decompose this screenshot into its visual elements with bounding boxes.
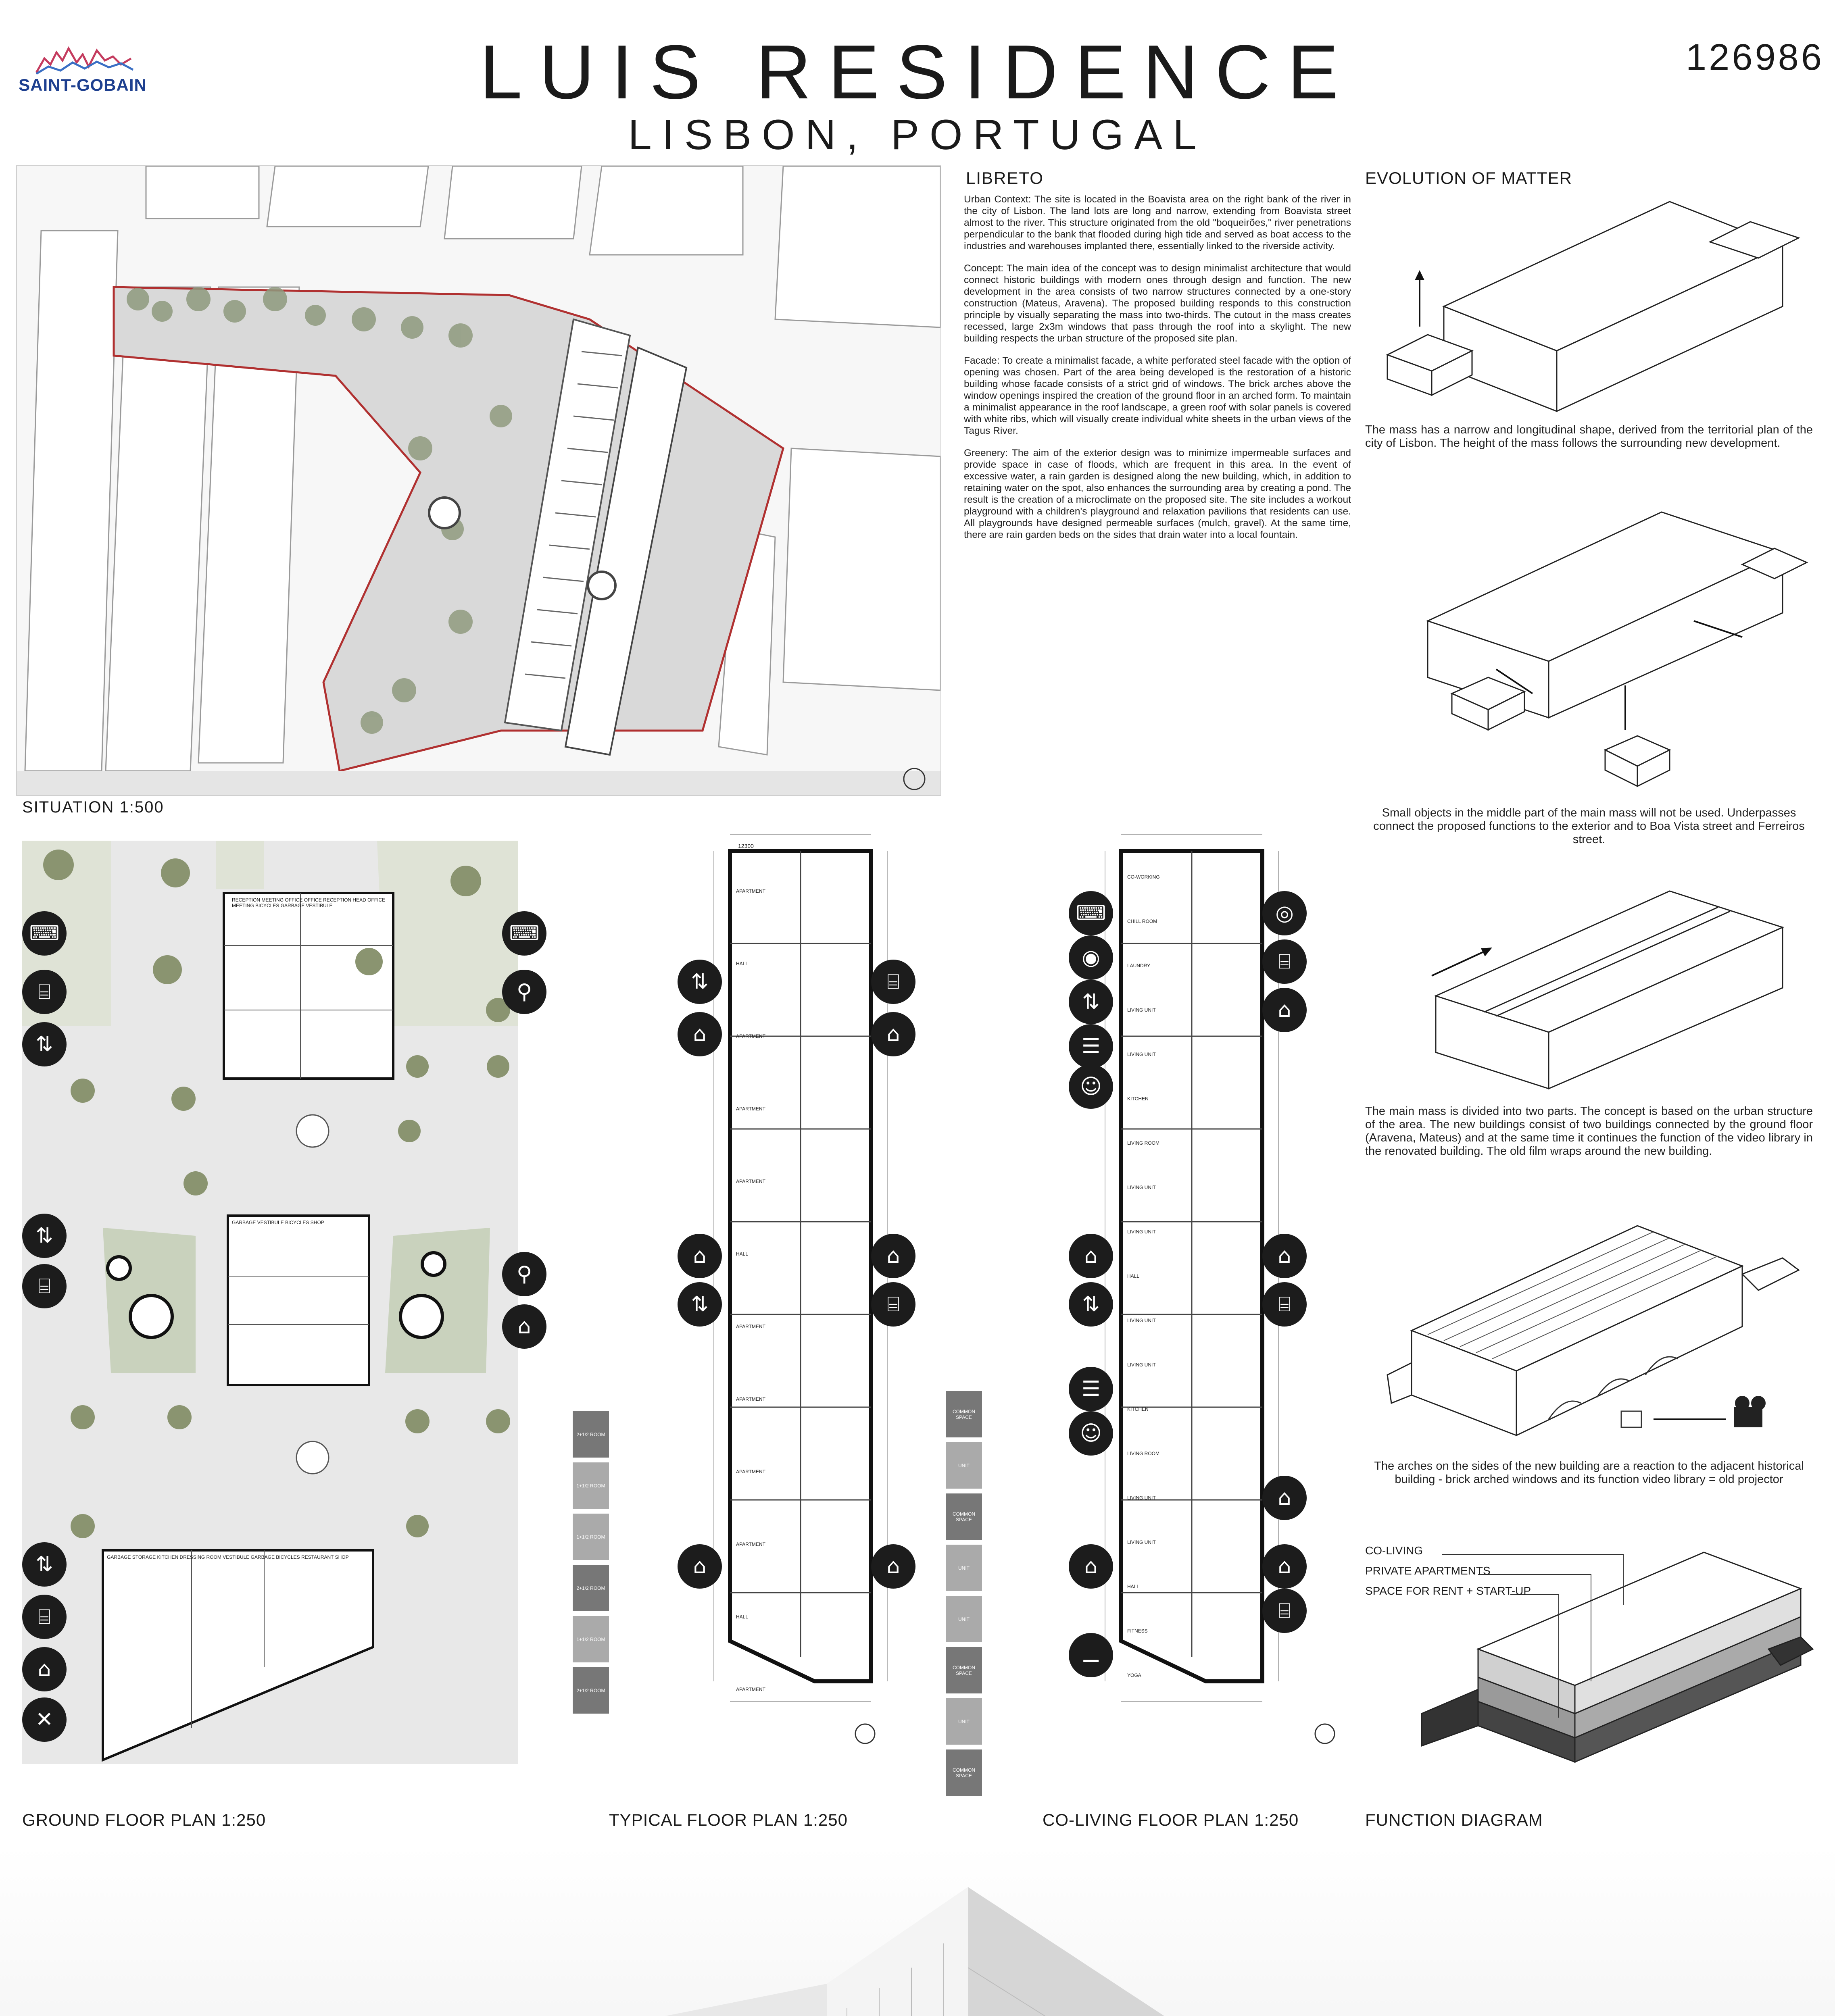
legend-cell: 2+1/2 ROOM [573, 1565, 609, 1611]
room-label: BICYCLES [285, 1220, 309, 1225]
gamepad-icon: ◎ [1262, 891, 1307, 935]
situation-caption: SITUATION 1:500 [22, 798, 164, 816]
room-label: RECEPTION [232, 897, 261, 903]
community-icon: ☺ [1069, 1064, 1113, 1109]
room-label: HALL [736, 1614, 749, 1620]
room-label: APARTMENT [736, 1469, 765, 1475]
evolution-text-1: The mass has a narrow and longitudinal shape, derived from the territorial plan of the city of Lisbon. The height of the mass follows the surrounding new development. [1365, 423, 1813, 450]
room-label: APARTMENT [736, 1033, 765, 1039]
room-label: LIVING UNIT [1127, 1185, 1156, 1190]
coliving-floor-caption: CO-LIVING FLOOR PLAN 1:250 [1043, 1810, 1299, 1829]
apartment-icon: ⌂ [871, 1234, 915, 1278]
stairs-icon: ⌸ [1262, 939, 1307, 984]
stairs-icon: ⌸ [871, 1282, 915, 1327]
elevator-icon: ⇅ [22, 1022, 67, 1066]
fitness-icon: ⚊ [1069, 1633, 1113, 1677]
coworking-icon: ⌨ [22, 911, 67, 956]
typical-floor-caption: TYPICAL FLOOR PLAN 1:250 [609, 1810, 848, 1829]
room-label: CO-WORKING [1127, 874, 1160, 880]
coliving-floor-plan [1036, 810, 1339, 1758]
room-label: FITNESS [1127, 1628, 1148, 1634]
room-label: VESTIBULE [306, 903, 333, 908]
room-label: APARTMENT [736, 1324, 765, 1329]
room-label: GARBAGE [280, 903, 305, 908]
kitchen-icon: ☰ [1069, 1024, 1113, 1068]
room-label: MEETING [261, 897, 284, 903]
elevator-icon: ⇅ [22, 1542, 67, 1587]
elevator-icon: ⇅ [1069, 980, 1113, 1024]
room-label: OFFICE [285, 897, 303, 903]
room-label: HALL [1127, 1273, 1140, 1279]
apartment-icon: ⌂ [871, 1544, 915, 1589]
room-label: KITCHEN [1127, 1406, 1149, 1412]
stairs-icon: ⌸ [22, 1595, 67, 1639]
libreto-paragraph-urban-context: Urban Context: The site is located in the Boavista area on the right bank of the river in the city of Lisbon. The land lots are long and narrow, extending from Boavista street almost to the river. This structure originated from the old "boqueirões," river penetrations perpendicular to the bank that flooded during high tide and served as boat access to the industries and warehouses implanted there, essentially linked to the riverside activity. [964, 194, 1351, 252]
room-label: HALL [736, 1251, 749, 1257]
evolution-diagram-1 [1379, 194, 1815, 419]
room-label: HALL [1127, 1584, 1140, 1589]
office-icon: ⌨ [502, 911, 546, 956]
situation-plan [16, 165, 941, 796]
typical-floor-plan [645, 810, 948, 1758]
room-label: YOGA [1127, 1672, 1141, 1678]
stairs-icon: ⌸ [22, 1264, 67, 1308]
legend-cell: UNIT [946, 1698, 982, 1745]
room-label: MEETING [232, 903, 254, 908]
room-label: LIVING ROOM [1127, 1140, 1160, 1146]
laundry-icon: ◉ [1069, 935, 1113, 980]
libreto-text [964, 194, 1351, 551]
legend-cell: 1+1/2 ROOM [573, 1462, 609, 1509]
elevator-icon: ⇅ [678, 1282, 722, 1327]
legend-cell: UNIT [946, 1545, 982, 1591]
living-unit-icon: ⌂ [1262, 1234, 1307, 1278]
elevator-icon: ⇅ [1069, 1282, 1113, 1327]
room-label: LIVING UNIT [1127, 1539, 1156, 1545]
function-label-space-for-rent: SPACE FOR RENT + START-UP [1365, 1585, 1531, 1597]
room-label: SHOP [335, 1554, 349, 1560]
function-label-coliving: CO-LIVING [1365, 1544, 1423, 1557]
room-label: DRESSING ROOM [179, 1554, 221, 1560]
coliving-room-labels [1127, 855, 1256, 1697]
legend-cell: COMMON SPACE [946, 1647, 982, 1693]
evolution-text-3: The main mass is divided into two parts. The concept is based on the urban structure of the area. The new buildings consist of two buildings connected by the ground floor (Aravena, Mateus) and at the same time it continues the function of the video library in the renovated building. The old film wraps around the new building. [1365, 1105, 1813, 1158]
room-label: APARTMENT [736, 888, 765, 894]
room-label: RECEPTION [323, 897, 352, 903]
room-label: GARBAGE [107, 1554, 131, 1560]
room-label: APARTMENT [736, 1687, 765, 1692]
living-unit-icon: ⌂ [1262, 1544, 1307, 1589]
room-label: LIVING UNIT [1127, 1495, 1156, 1501]
function-diagram-caption: FUNCTION DIAGRAM [1365, 1810, 1543, 1829]
living-unit-icon: ⌂ [1262, 988, 1307, 1032]
evolution-diagram-4 [1379, 1193, 1815, 1452]
room-label: STORAGE [132, 1554, 156, 1560]
room-label: APARTMENT [736, 1106, 765, 1112]
room-label: OFFICE [304, 897, 322, 903]
bicycle-icon: ⚲ [502, 1252, 546, 1296]
ground-room-labels-top [232, 897, 393, 908]
ground-room-labels-bottom [107, 1554, 369, 1560]
typical-room-labels [736, 855, 865, 1726]
living-unit-icon: ⌂ [1262, 1476, 1307, 1520]
living-unit-icon: ⌂ [1069, 1544, 1113, 1589]
libreto-paragraph-concept: Concept: The main idea of the concept was to design minimalist architecture that would connect historic buildings with modern ones through design and function. The new development in the area consists of two narrow structures connected by a one-story construction (Mateus, Aravena). The proposed building responds to this construction principle by visually separating the mass into two-thirds. The cutout in the mass creates recessed, large 2x3m windows that pass through the roof into a skylight. The new building respects the urban structure of the proposed site plan. [964, 263, 1351, 344]
room-label: APARTMENT [736, 1396, 765, 1402]
room-label: LIVING UNIT [1127, 1362, 1156, 1368]
bicycle-icon: ⚲ [502, 970, 546, 1014]
apartment-icon: ⌂ [871, 1012, 915, 1056]
evolution-diagram-2 [1379, 468, 1815, 798]
legend-cell: 1+1/2 ROOM [573, 1616, 609, 1662]
elevator-icon: ⇅ [22, 1214, 67, 1258]
room-label: LIVING UNIT [1127, 1229, 1156, 1235]
room-label: APARTMENT [736, 1541, 765, 1547]
room-label: LIVING UNIT [1127, 1052, 1156, 1057]
room-label: RESTAURANT [301, 1554, 334, 1560]
kitchen-icon: ☰ [1069, 1367, 1113, 1411]
street-render [0, 1847, 1835, 2016]
brand-name: SAINT-GOBAIN [19, 75, 147, 94]
room-label: VESTIBULE [223, 1554, 250, 1560]
room-label: HALL [736, 961, 749, 966]
evolution-diagram-3 [1379, 855, 1815, 1097]
coliving-unit-legend [946, 1391, 982, 1801]
community-icon: ☺ [1069, 1411, 1113, 1456]
stairs-icon: ⌸ [1262, 1589, 1307, 1633]
legend-cell: COMMON SPACE [946, 1749, 982, 1796]
coworking-icon: ⌨ [1069, 891, 1113, 935]
stairs-icon: ⌸ [22, 970, 67, 1014]
restaurant-icon: ✕ [22, 1697, 67, 1742]
stairs-icon: ⌸ [871, 960, 915, 1004]
project-code: 126986 [1686, 37, 1824, 78]
room-label: VESTIBULE [257, 1220, 284, 1225]
legend-cell: 2+1/2 ROOM [573, 1411, 609, 1458]
living-unit-icon: ⌂ [1069, 1234, 1113, 1278]
legend-cell: 1+1/2 ROOM [573, 1514, 609, 1560]
page-title: LUIS RESIDENCE [480, 29, 1355, 115]
libreto-title: LIBRETO [966, 169, 1044, 187]
function-label-private-apartments: PRIVATE APARTMENTS [1365, 1564, 1491, 1577]
legend-cell: UNIT [946, 1596, 982, 1642]
room-label: BICYCLES [276, 1554, 300, 1560]
legend-cell: COMMON SPACE [946, 1391, 982, 1437]
ground-floor-plan [22, 841, 540, 1764]
page-subtitle: LISBON, PORTUGAL [628, 111, 1207, 158]
function-diagram [1365, 1544, 1817, 1770]
apartment-icon: ⌂ [678, 1234, 722, 1278]
room-label: LAUNDRY [1127, 963, 1151, 968]
shop-bag-icon: ⌂ [22, 1647, 67, 1691]
room-label: CHILL ROOM [1127, 918, 1157, 924]
dimension-label: 12300 [738, 843, 754, 849]
room-label: HEAD OFFICE [352, 897, 386, 903]
room-label: LIVING ROOM [1127, 1451, 1160, 1456]
ground-floor-caption: GROUND FLOOR PLAN 1:250 [22, 1810, 266, 1829]
elevator-icon: ⇅ [678, 960, 722, 1004]
stairs-icon: ⌸ [1262, 1282, 1307, 1327]
legend-cell: 2+1/2 ROOM [573, 1667, 609, 1714]
evolution-text-4: The arches on the sides of the new building are a reaction to the adjacent historical building - brick arched windows and its function video library = old projector [1374, 1460, 1804, 1486]
room-label: GARBAGE [232, 1220, 256, 1225]
legend-cell: COMMON SPACE [946, 1493, 982, 1540]
room-label: KITCHEN [1127, 1096, 1149, 1102]
legend-cell: UNIT [946, 1442, 982, 1489]
ground-room-labels-middle [232, 1220, 365, 1225]
room-label: KITCHEN [157, 1554, 179, 1560]
room-label: BICYCLES [255, 903, 279, 908]
apartment-icon: ⌂ [678, 1544, 722, 1589]
evolution-text-2: Small objects in the middle part of the main mass will not be used. Underpasses connect the proposed functions to the exterior and to Boa Vista street and Ferreiros street. [1373, 806, 1805, 846]
room-label: GARBAGE [250, 1554, 275, 1560]
room-label: SHOP [310, 1220, 324, 1225]
libreto-paragraph-facade: Facade: To create a minimalist facade, a white perforated steel facade with the option of opening was chosen. Part of the area being developed is the restoration of a historic building whose facade consists of a strict grid of windows. The brick arches above the window openings inspired the creation of the ground floor in an arched form. To maintain a minimalist appearance in the roof landscape, a green roof with solar panels is covered with white ribs, which will visually create individual white sheets in the urban views of the Tagus River. [964, 355, 1351, 436]
typical-unit-legend [573, 1411, 609, 1718]
room-label: APARTMENT [736, 1179, 765, 1184]
apartment-icon: ⌂ [678, 1012, 722, 1056]
shop-bag-icon: ⌂ [502, 1304, 546, 1349]
room-label: LIVING UNIT [1127, 1007, 1156, 1013]
libreto-paragraph-greenery: Greenery: The aim of the exterior design was to minimize impermeable surfaces and provide space in case of floods, which are frequent in this area. In the event of excessive water, a rain garden is designed along the new building, which, in addition to retaining water on the spot, also enhances the surrounding area by creating a pond. The result is the creation of a microclimate on the proposed site. The site includes a workout playground with a children's playground and relaxation pavilions that residents can use. All playgrounds have designed permeable surfaces (mulch, gravel). At the same time, there are rain garden beds on the sides that drain water into a local fountain. [964, 448, 1351, 540]
room-label: LIVING UNIT [1127, 1318, 1156, 1323]
evolution-title: EVOLUTION OF MATTER [1365, 169, 1572, 187]
